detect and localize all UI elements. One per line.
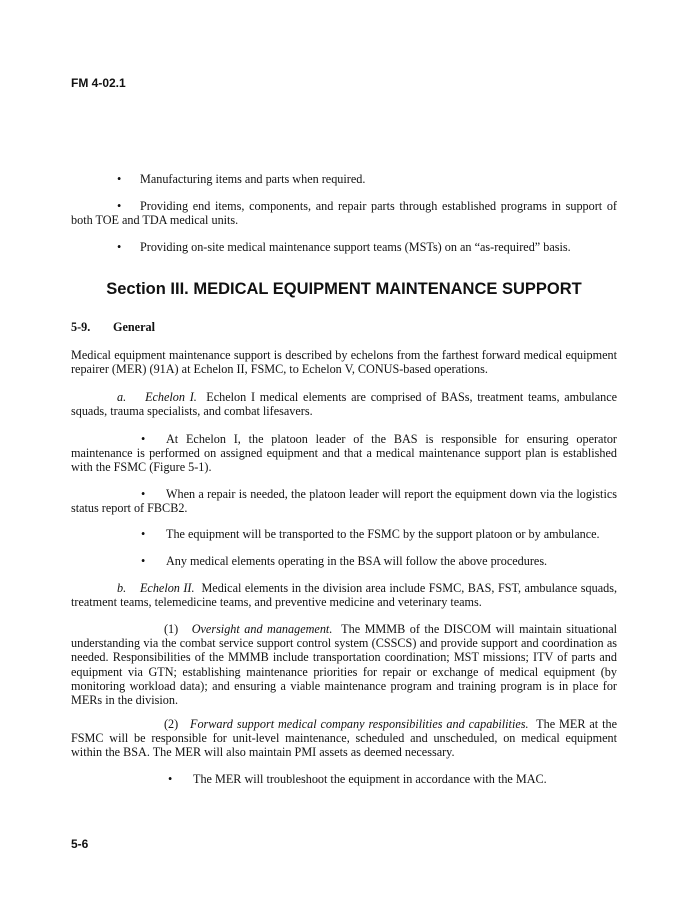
bullet-icon: • <box>117 199 122 213</box>
bullet-icon: • <box>141 432 146 446</box>
list-item: • Providing on-site medical maintenance support teams (MSTs) on an “as-required” basis. <box>117 240 571 254</box>
list-item: • The MER will troubleshoot the equipment in accordance with the MAC. <box>168 772 547 786</box>
echelon-2-paragraph: b. Echelon II. Medical elements in the division area include FSMC, BAS, FST, ambulance squads, treatment teams, telemedicine teams, and preventive medicine and veterinary teams. <box>71 581 618 610</box>
bullet-icon: • <box>117 172 122 186</box>
list-item: • At Echelon I, the platoon leader of the BAS is responsible for ensuring operator maintenance is performed on assigned equipment and that a medical maintenance support plan is established with the FSMC (Figure 5-1). <box>71 432 617 475</box>
numbered-paragraph: (2) Forward support medical company responsibilities and capabilities. The MER at the FSMC will be responsible for unit-level maintenance, scheduled and unscheduled, on medical equipment within the BSA. The MER will also maintain PMI assets as deemed necessary. <box>71 717 618 760</box>
numbered-paragraph: (1) Oversight and management. The MMMB of the DISCOM will maintain situational understanding via the combat service support control system (CSSCS) and provide support and coordination as needed. Responsibilities of the MMMB include transportation coordination; MST missions; ITV of parts and equipment via GTN; establishing maintenance priorities for repair or exchange of medical equipment (by monitoring workload data); and ensuring a viable maintenance program and training program is in place for MERs in the division. <box>71 622 618 708</box>
page-header: FM 4-02.1 <box>71 76 126 90</box>
list-item: • The equipment will be transported to the FSMC by the support platoon or by ambulance. <box>141 527 600 541</box>
page-number: 5-6 <box>71 837 89 851</box>
bullet-icon: • <box>117 240 122 254</box>
paragraph-heading <box>71 320 155 334</box>
bullet-icon: • <box>141 527 146 541</box>
list-item: • Any medical elements operating in the BSA will follow the above procedures. <box>141 554 548 568</box>
list-item: • When a repair is needed, the platoon leader will report the equipment down via the logistics status report of FBCB2. <box>71 487 617 516</box>
list-item: • Providing end items, components, and repair parts through established programs in support of both TOE and TDA medical units. <box>71 199 617 228</box>
section-title: Section III. MEDICAL EQUIPMENT MAINTENANCE SUPPORT <box>106 280 582 298</box>
bullet-icon: • <box>141 487 146 501</box>
echelon-1-paragraph: a. Echelon I. Echelon I medical elements are comprised of BASs, treatment teams, ambulance squads, trauma specialists, and combat lifesavers. <box>71 390 618 419</box>
list-item: • Manufacturing items and parts when required. <box>117 172 366 186</box>
bullet-icon: • <box>141 554 146 568</box>
heading-number: 5-9. <box>71 320 91 334</box>
body-paragraph: Medical equipment maintenance support is described by echelons from the farthest forward medical equipment repairer (MER) (91A) at Echelon II, FSMC, to Echelon V, CONUS-based operations. <box>71 348 617 377</box>
bullet-icon: • <box>168 772 173 786</box>
heading-title: General <box>113 320 155 334</box>
